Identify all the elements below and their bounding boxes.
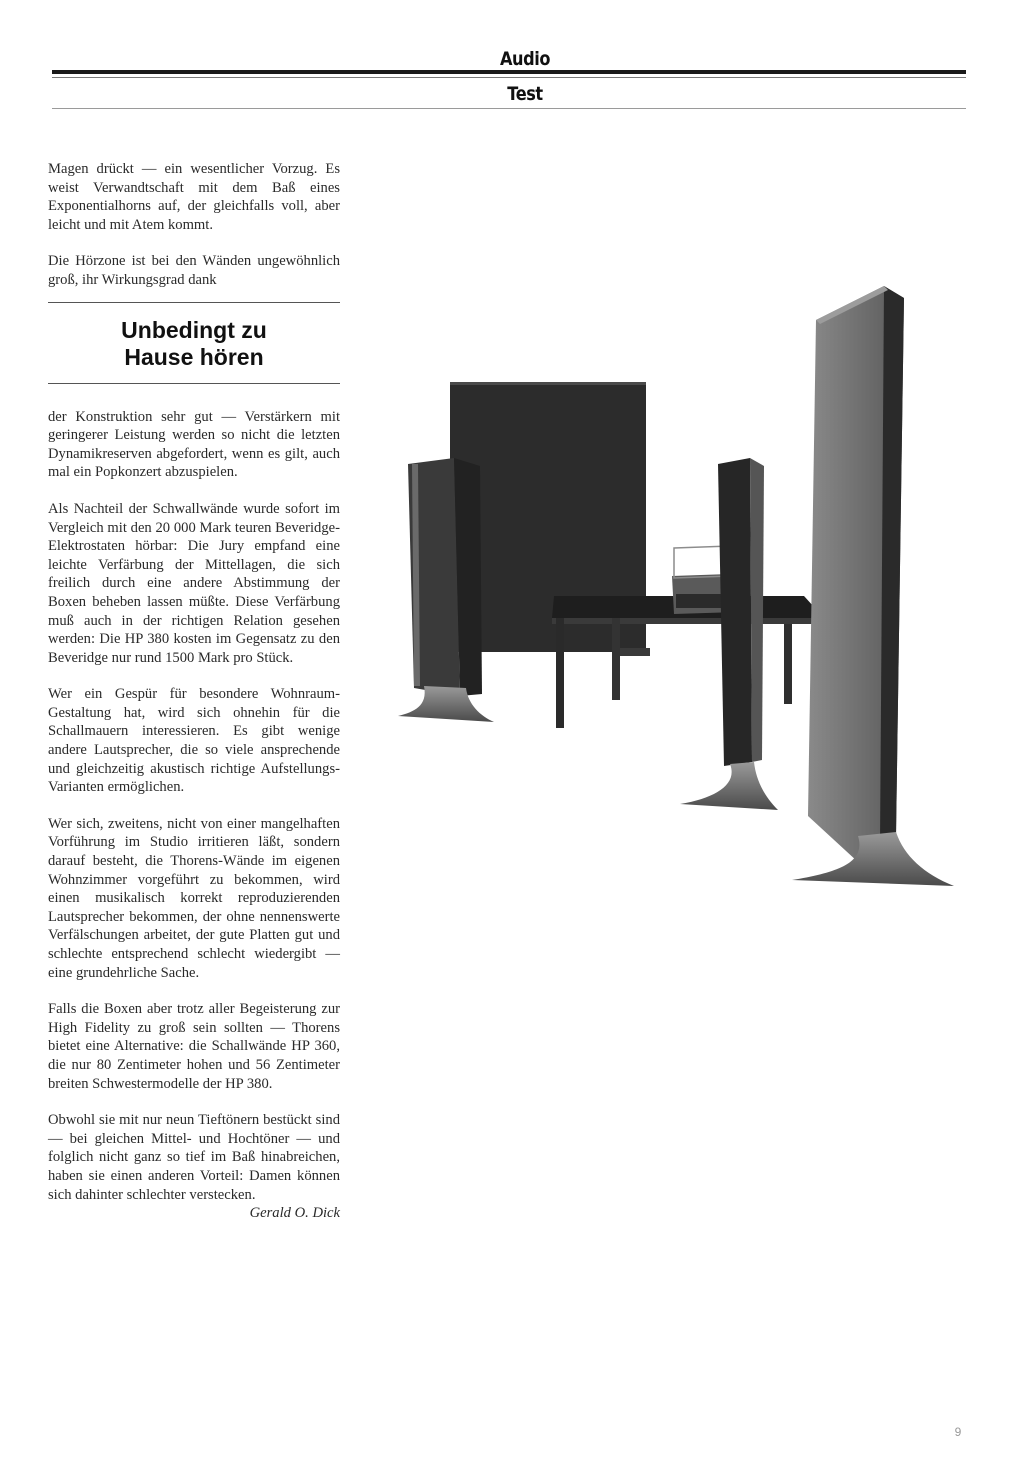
paragraph-2: Die Hörzone ist bei den Wänden ungewöhnlich groß, ihr Wirkungsgrad dank (48, 253, 340, 288)
rule-thick (52, 70, 966, 74)
paragraph-5: Wer ein Gespür für besondere Wohnraum-Gestaltung hat, wird sich ohnehin für die Schallmauern interessieren. Es gibt wenige andere Lautsprecher, die so viele ansprechende und gleichzeitig akustisch richtige Aufstellungs-Varianten ermöglichen. (48, 686, 340, 796)
article-column (48, 160, 340, 1223)
subhead-line-2: Hause hören (124, 343, 264, 370)
middle-panel (680, 458, 778, 810)
side-table (552, 596, 824, 728)
paragraph-6: Wer sich, zweitens, nicht von einer mangelhaften Vorführung im Studio irritieren läßt, sondern darauf besteht, die Thorens-Wände im eigenen Wohnzimmer vorgeführt zu bekommen, wird einen musikalisch korrekt reproduzierenden Lautsprecher bekommen, der ohne nennenswerte Verfälschungen arbeitet, der gute Platten gut und schlechte entsprechend schlecht wiedergibt — eine grundehrliche Sache. (48, 815, 340, 981)
left-panel (398, 458, 494, 722)
subhead (48, 302, 340, 384)
paragraph-1: Magen drückt — ein wesentlicher Vorzug. Es weist Verwandtschaft mit dem Baß eines Exponentialhorns auf, der gleichfalls voll, aber leicht und mit Atem kommt. (48, 161, 340, 233)
section-title: Audio (499, 48, 551, 70)
page-number: 9 (954, 1425, 962, 1439)
subhead-line-1: Unbedingt zu (121, 316, 267, 343)
speaker-photo (384, 276, 954, 904)
author-signature: Gerald O. Dick (249, 1205, 340, 1222)
paragraph-3: der Konstruktion sehr gut — Verstärkern mit geringerer Leistung werden so nicht die letzten Dynamikreserven abgefordert, wenn es gilt, auch mal ein Popkonzert abzuspielen. (48, 408, 340, 481)
paragraph-7: Falls die Boxen aber trotz aller Begeisterung zur High Fidelity zu groß sein sollten — Thorens bietet eine Alternative: die Schallwände HP 360, die nur 80 Zentimeter hohen und 56 Zentimeter breiten Schwestermodelle der HP 380. (48, 1001, 340, 1092)
rule-thin (52, 77, 966, 78)
rule-lower (52, 108, 966, 109)
paragraph-4: Als Nachteil der Schwallwände wurde sofort im Vergleich mit den 20 000 Mark teuren Beveridge-Elektrostaten hörbar: Die Jury empfand eine leichte Verfärbung der Mittellagen, die sich freilich durch eine andere Abstimmung der Boxen beheben lassen müßte. Diese Verfärbung muß auch in der richtigen Relation gesehen werden: Die HP 380 kosten im Gegensatz zu den Beveridge nur rund 1500 Mark pro Stück. (48, 500, 340, 666)
subsection-title: Test (507, 83, 543, 105)
tall-panel (792, 286, 954, 886)
paragraph-8: Obwohl sie mit nur neun Tieftönern bestückt sind — bei gleichen Mittel- und Hochtöner — und folglich nicht ganz so tief im Baß hinabreichen, haben sie einen anderen Vorteil: Damen können sich dahinter schlechter verstecken. (48, 1112, 340, 1203)
